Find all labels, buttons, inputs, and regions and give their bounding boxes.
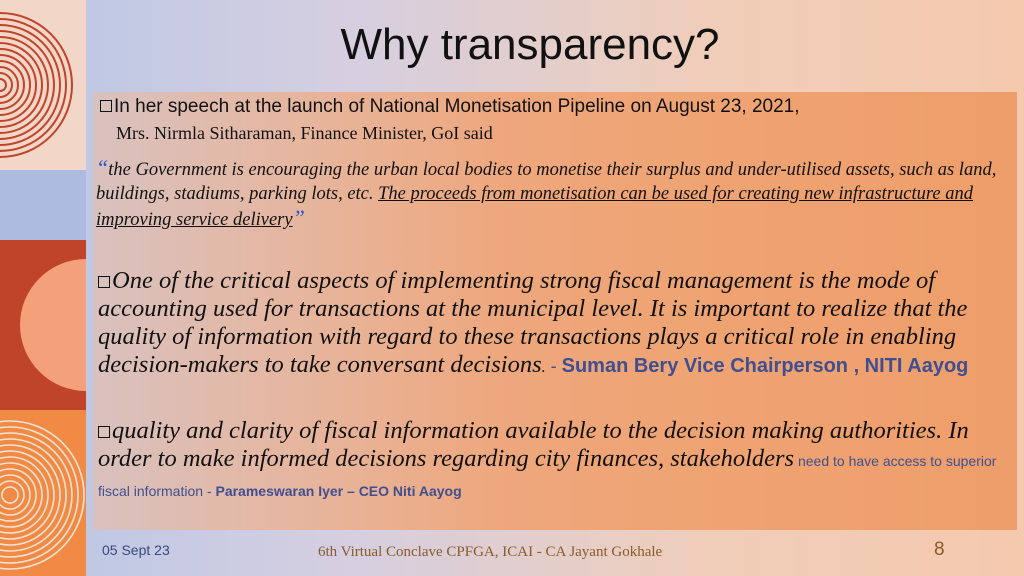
checkbox-bullet-icon [98,426,110,438]
bullet-3-small-text: need to have access to superior fiscal information - [98,453,997,499]
decorative-sidebar [0,0,86,576]
bullet-3-attribution: Parameswaran Iyer – CEO Niti Aayog [215,483,462,499]
bullet-2 [98,267,1003,382]
checkbox-bullet-icon [100,100,112,112]
sidebar-graphic [0,0,86,576]
bullet-2-dash: - [545,356,562,376]
open-quote-mark: “ [96,155,109,180]
bullet-2-period: . [541,359,546,376]
slide-title: Why transparency? [340,20,720,69]
quote-block [96,156,1001,232]
quote-plain-text: the Government is encouraging the urban local bodies to monetise their surplus and under-utilised assets, such as land, buildings, stadiums, parking lots, etc. [96,160,997,204]
page-number: 8 [934,539,945,560]
quote-underlined-text: The proceeds from monetisation can be used for creating new infrastructure and improving service delivery [96,184,973,230]
bullet-2-text: One of the critical aspects of implementing strong fiscal management is the mode of accounting used for transactions at the municipal level. It is important to realize that the quality of information with regard to these transactions plays a critical role in enabling decision-makers to take conversant decisions [98,267,968,378]
footer-date: 05 Sept 23 [102,542,170,558]
bullet-3-text: quality and clarity of fiscal information available to the decision making authorities. In order to make informed decisions regarding city finances, stakeholders [98,417,969,472]
bullet-1 [100,96,1000,118]
bullet-2-attribution: Suman Bery Vice Chairperson , NITI Aayog [561,355,969,377]
bullet-3 [98,417,1008,505]
checkbox-bullet-icon [98,276,110,288]
bullet-1-line-1: In her speech at the launch of National Monetisation Pipeline on August 23, 2021, [114,96,800,117]
bullet-1-line-2: Mrs. Nirmla Sitharaman, Finance Minister, GoI said [116,123,493,143]
close-quote-mark: ” [292,205,305,230]
footer-center-text: 6th Virtual Conclave CPFGA, ICAI - CA Jayant Gokhale [318,544,663,560]
